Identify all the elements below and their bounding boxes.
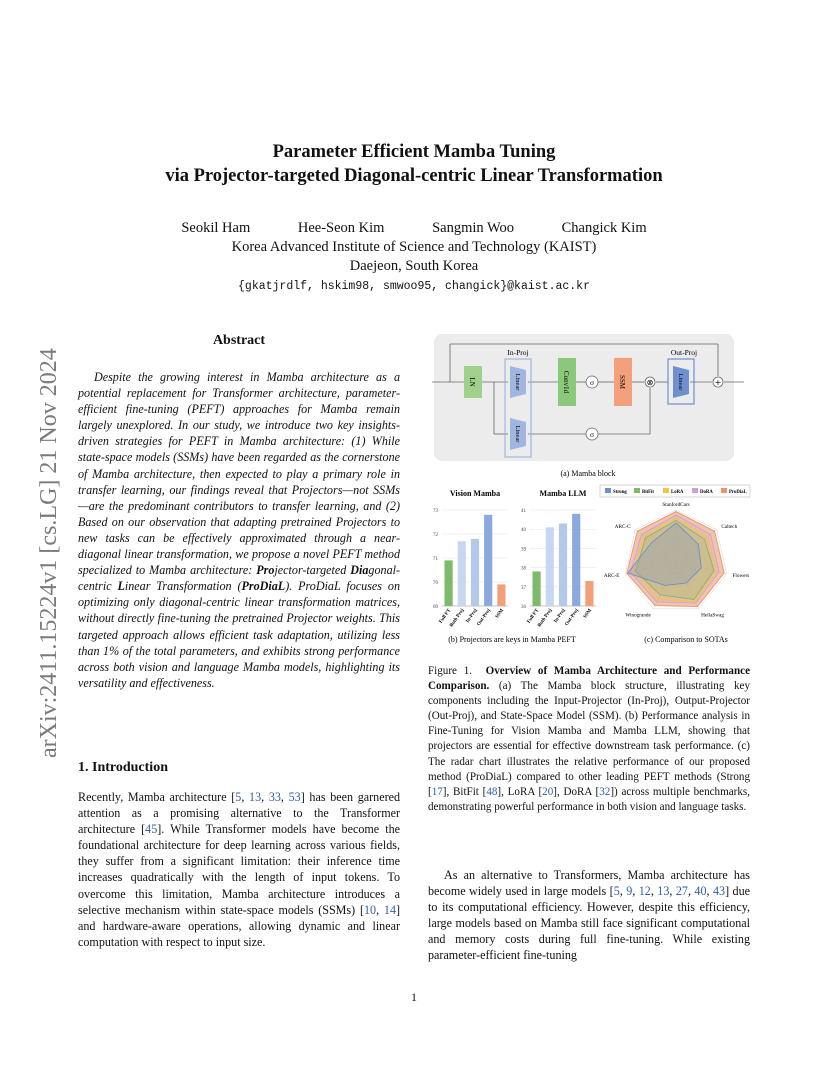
bar <box>533 571 541 606</box>
y-tick-label: 40 <box>521 528 526 534</box>
sota-radar-chart <box>600 485 750 618</box>
radar-axis-label: ARC-E <box>603 572 620 579</box>
intro-heading: 1. Introduction <box>78 760 168 775</box>
author-name: Sangmin Woo <box>432 220 515 236</box>
radar-axis-label: Caltech <box>721 523 738 530</box>
citation-link[interactable]: 32 <box>599 785 611 798</box>
chart-title: Mamba LLM <box>539 489 587 498</box>
x-tick-label: Both Proj <box>537 608 554 629</box>
citation-link[interactable]: 48 <box>486 785 498 798</box>
subfigure-c-caption: (c) Comparison to SOTAs <box>644 635 728 644</box>
bar <box>471 539 479 606</box>
layernorm-label: LN <box>468 377 476 387</box>
paper-title-line-2: via Projector-targeted Diagonal-centric Linear Transformation <box>165 166 663 186</box>
legend-swatch <box>663 488 669 493</box>
legend-label: DoRA <box>700 490 713 495</box>
legend-swatch <box>692 488 698 493</box>
x-tick-label: SSM <box>495 608 506 620</box>
radar-axis-label: HellaSwag <box>701 612 724 619</box>
y-tick-label: 71 <box>433 557 438 562</box>
citation-link[interactable]: 53 <box>288 790 301 804</box>
chart-title: Vision Mamba <box>449 489 501 498</box>
location: Daejeon, South Korea <box>349 258 479 274</box>
radar-axis-label: StanfordCars <box>662 502 690 508</box>
x-tick-label: In-Proj <box>465 608 479 625</box>
paper-title-line-1: Parameter Efficient Mamba Tuning <box>272 142 556 162</box>
x-tick-label: SSM <box>583 608 594 620</box>
bar <box>484 515 492 606</box>
y-tick-label: 41 <box>521 509 526 514</box>
legend-label: LoRA <box>671 490 684 495</box>
y-tick-label: 73 <box>433 509 438 514</box>
citation-link[interactable]: 14 <box>383 902 396 917</box>
bar <box>458 541 466 606</box>
multiply-symbol: ⊗ <box>646 378 654 387</box>
citation-link[interactable]: 5 <box>613 884 620 899</box>
linear-label: Linear <box>514 425 521 443</box>
abstract-body: Despite the growing interest in Mamba architecture as a potential replacement for Transformer architecture, parameter-efficient fine-tuning (PEFT) approaches for Mamba remain largely unexplored. In our study, we introduce two key insights-driven strategies for PEFT in Mamba architecture: (1) While state-space models (SSMs) have been regarded as the cornerstone of Mamba architecture, then expected to play a primary role in transfer learning, our findings reveal that Projectors—not SSMs—are the predominant contributors to transfer learning, and (2) Based on our observation that adapting pretrained Projectors to new tasks can be effectively approximated through a near-diagonal linear transformation, we propose a novel PEFT method specialized to Mamba architecture: Projector-targeted Diagonal-centric Linear Transformation (ProDiaL). ProDiaL focuses on optimizing only diagonal-centric linear transformation matrices, without directly fine-tuning the pretrained Projector weights. This targeted approach allows efficient task adaptation, utilizing less than 1% of the total parameters, and exhibits strong performance across both vision and language Mamba models, highlighting its versatility and effectiveness. <box>78 370 400 690</box>
sigma-label: σ <box>589 378 595 387</box>
out-proj-label: Out-Proj <box>670 348 698 357</box>
arxiv-stamp <box>12 270 72 770</box>
author-list <box>0 220 828 237</box>
right-column-paragraph: As an alternative to Transformers, Mamba architecture has become widely used in large models [5, 9, 12, 13, 27, 40, 43] due to its computational efficiency. However, despite this efficiency, large models based on Mamba still face significant computational and memory costs during full fine-tuning. While existing parameter-efficient fine-tuning <box>428 868 750 963</box>
legend-label: Strong <box>613 490 627 495</box>
x-tick-label: Full FT <box>526 608 541 625</box>
bar <box>559 523 567 606</box>
bar <box>497 584 505 606</box>
vision-mamba-bar-chart <box>433 489 508 628</box>
citation-link[interactable]: 33 <box>268 790 281 804</box>
radar-axis-label: Winogrande <box>625 612 651 619</box>
linear-label: Linear <box>514 373 521 391</box>
x-tick-label: In-Proj <box>553 608 567 625</box>
legend-label: ProDiaL <box>729 490 747 495</box>
mamba-llm-bar-chart <box>521 489 596 628</box>
x-tick-label: Full FT <box>438 608 453 625</box>
subfigure-a-caption: (a) Mamba block <box>560 469 616 478</box>
figure-1-graphic <box>428 330 752 650</box>
citation-link[interactable]: 9 <box>626 884 633 899</box>
citation-link[interactable]: 20 <box>542 785 554 798</box>
citation-link[interactable]: 27 <box>675 884 688 899</box>
legend-swatch <box>721 488 727 493</box>
y-tick-label: 38 <box>521 566 526 572</box>
y-tick-label: 36 <box>521 605 526 610</box>
x-tick-label: Out-Proj <box>476 608 492 628</box>
bar <box>445 560 453 606</box>
y-tick-label: 39 <box>521 547 526 553</box>
abstract-heading: Abstract <box>212 333 266 348</box>
y-tick-label: 37 <box>521 585 526 591</box>
citation-link[interactable]: 10 <box>363 902 377 917</box>
sigma-label: σ <box>589 430 595 439</box>
bar <box>585 581 593 606</box>
intro-paragraph: Recently, Mamba architecture [5, 13, 33, 53] has been garnered attention as a promising alternative to the Transformer architecture [45]. While Transformer models have become the foundational architecture for deep learning across various fields, they suffer from a significant limitation: their inference time increases quadratically with the length of input tokens. To overcome this limitation, Mamba architecture introduces a selective mechanism within state-space models (SSMs) [10, 14] and hardware-aware operations, allowing dynamic and linear computation with respect to input size. <box>78 790 401 949</box>
citation-link[interactable]: 40 <box>694 884 707 899</box>
add-symbol: + <box>714 378 722 387</box>
citation-link[interactable]: 5 <box>235 790 242 804</box>
y-tick-label: 70 <box>433 581 438 586</box>
legend-swatch <box>634 488 640 493</box>
ssm-label: SSM <box>618 374 626 390</box>
author-name: Changick Kim <box>561 220 647 236</box>
legend-label: BitFit <box>642 490 654 495</box>
citation-link[interactable]: 13 <box>249 790 262 804</box>
bar <box>546 527 554 606</box>
radar-axis-label: ARC-C <box>614 523 631 530</box>
figure-1 <box>428 330 752 650</box>
page-number: 1 <box>411 990 417 1004</box>
legend-swatch <box>605 488 611 493</box>
x-tick-label: Both Proj <box>449 608 466 629</box>
citation-link[interactable]: 43 <box>712 884 726 899</box>
affiliation: Korea Advanced Institute of Science and Technology (KAIST) <box>231 239 597 255</box>
figure-1-caption: Figure 1. Overview of Mamba Architecture and Performance Comparison. (a) The Mamba block structure, illustrating key components including the Input-Projector (In-Proj), Output-Projector (Out-Proj), and State-Space Model (SSM). (b) Performance analysis in Fine-Tuning for Vision Mamba and Mamba LLM, showing that projectors are essential for effective downstream task performance. (c) The radar chart illustrates the relative performance of our proposed method (ProDiaL) compared to other leading PEFT methods (Strong [17], BitFit [48], LoRA [20], DoRA [32]) across multiple benchmarks, demonstrating powerful performance in both vision and language tasks. <box>428 665 750 813</box>
citation-link[interactable]: 13 <box>657 884 670 899</box>
citation-link[interactable]: 12 <box>638 884 651 899</box>
arxiv-stamp-text: arXiv:2411.15224v1 [cs.LG] 21 Nov 2024 <box>36 348 62 758</box>
y-tick-label: 69 <box>433 605 438 610</box>
linear-label: Linear <box>677 373 684 391</box>
subfigure-b-caption-text: (b) Projectors are keys in Mamba PEFT <box>448 635 576 644</box>
author-emails: {gkatjrdlf, hskim98, smwoo95, changick}@kaist.ac.kr <box>238 280 590 293</box>
radar-axis-label: Flowers <box>732 572 750 579</box>
bar <box>572 514 580 606</box>
author-name: Hee-Seon Kim <box>297 220 385 236</box>
y-tick-label: 72 <box>433 533 438 538</box>
citation-link[interactable]: 17 <box>431 785 443 798</box>
citation-link[interactable]: 45 <box>145 822 158 837</box>
conv1d-label: Conv1d <box>562 370 570 394</box>
author-name: Seokil Ham <box>181 220 251 236</box>
x-tick-label: Out-Proj <box>564 608 580 628</box>
in-proj-label: In-Proj <box>507 348 529 357</box>
